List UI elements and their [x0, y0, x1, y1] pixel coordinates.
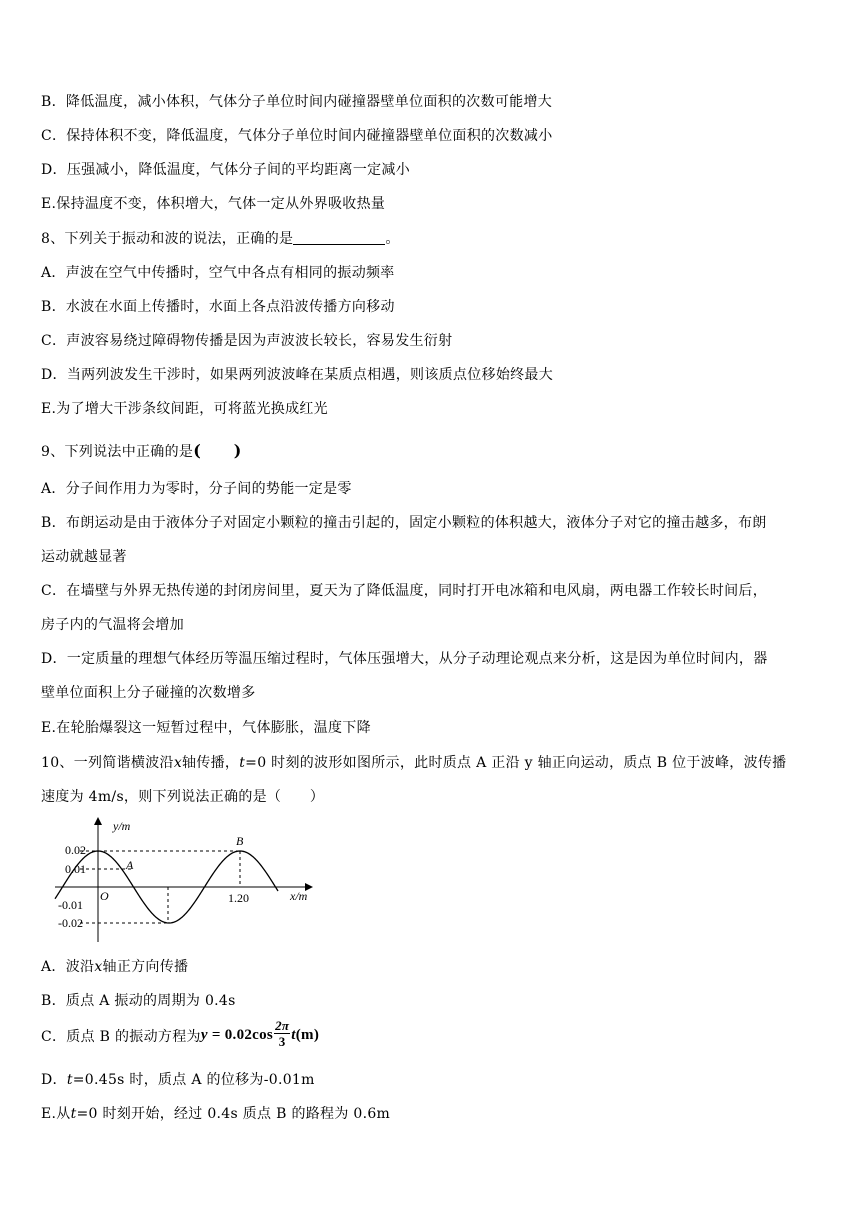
tick-1-20: 1.20 — [228, 891, 249, 905]
q10-option-a: A．波沿x轴正方向传播 — [41, 959, 189, 975]
y-axis-label: y/m — [113, 819, 131, 833]
point-a-label: A — [126, 858, 134, 872]
q8-option-b: B．水波在水面上传播时，水面上各点沿波传播方向移动 — [41, 299, 395, 315]
vibration-equation: y = 0.02cos $\frac{2\pi}{3}$ t(m) — [200, 1018, 320, 1049]
q10-stem-line1: 10、一列简谐横波沿x轴传播，t=0 时刻的波形如图所示，此时质点 A 正沿 y 轴正向运动，质点 B 位于波峰，波传播 — [41, 755, 787, 771]
q9-stem: 9、下列说法中正确的是( ) — [41, 441, 242, 460]
tick-0-01: 0.01 — [65, 862, 86, 876]
answer-paren[interactable]: ( ) — [193, 441, 242, 460]
q9-option-b-line1: B．布朗运动是由于液体分子对固定小颗粒的撞击引起的，固定小颗粒的体积越大，液体分子对它的撞击越多，布朗 — [41, 515, 767, 531]
x-axis-label: x/m — [290, 889, 308, 903]
q7-option-d: D．压强减小，降低温度，气体分子间的平均距离一定减小 — [41, 162, 411, 178]
q8-option-d: D．当两列波发生干涉时，如果两列波波峰在某质点相遇，则该质点位移始终最大 — [41, 367, 554, 383]
tick-neg-0-02: -0.02 — [58, 916, 83, 930]
wave-figure — [50, 814, 330, 944]
q7-option-e: E.保持温度不变，体积增大，气体一定从外界吸收热量 — [41, 196, 386, 212]
q7-option-b: B．降低温度，减小体积，气体分子单位时间内碰撞器壁单位面积的次数可能增大 — [41, 94, 553, 110]
tick-neg-0-01: -0.01 — [58, 898, 83, 912]
q10-option-b: B．质点 A 振动的周期为 0.4s — [41, 993, 236, 1009]
q9-option-e: E.在轮胎爆裂这一短暂过程中，气体膨胀，温度下降 — [41, 720, 371, 736]
tick-0-02: 0.02 — [65, 843, 86, 857]
point-b-label: B — [236, 834, 244, 848]
q7-option-c: C．保持体积不变，降低温度，气体分子单位时间内碰撞器壁单位面积的次数减小 — [41, 128, 553, 144]
q10-option-e: E.从t=0 时刻开始，经过 0.4s 质点 B 的路程为 0.6m — [41, 1106, 391, 1122]
q9-option-b-line2: 运动就越显著 — [41, 549, 127, 565]
origin-label: O — [100, 889, 109, 903]
q9-option-d-line1: D．一定质量的理想气体经历等温压缩过程时，气体压强增大，从分子动理论观点来分析，这是因为单位时间内，器 — [41, 651, 768, 667]
q10-stem-line2: 速度为 4m/s，则下列说法正确的是（ ） — [41, 789, 325, 805]
q8-option-e: E.为了增大干涉条纹间距，可将蓝光换成红光 — [41, 401, 328, 417]
q9-option-d-line2: 壁单位面积上分子碰撞的次数增多 — [41, 685, 256, 701]
q9-option-c-line2: 房子内的气温将会增加 — [41, 617, 184, 633]
q10-option-c: C．质点 B 的振动方程为y = 0.02cos $\frac{2\pi}{3}$ t(m) — [41, 1018, 320, 1049]
q8-option-a: A．声波在空气中传播时，空气中各点有相同的振动频率 — [41, 265, 395, 281]
q8-option-c: C．声波容易绕过障碍物传播是因为声波波长较长，容易发生衍射 — [41, 333, 453, 349]
answer-blank[interactable] — [293, 230, 385, 245]
q10-option-d: D．t=0.45s 时，质点 A 的位移为-0.01m — [41, 1072, 315, 1088]
q9-option-a: A．分子间作用力为零时，分子间的势能一定是零 — [41, 481, 352, 497]
q9-option-c-line1: C．在墙壁与外界无热传递的封闭房间里，夏天为了降低温度，同时打开电冰箱和电风扇，两电器工作较长时间后， — [41, 583, 768, 599]
q8-stem: 8、下列关于振动和波的说法，正确的是 。 — [41, 231, 400, 247]
